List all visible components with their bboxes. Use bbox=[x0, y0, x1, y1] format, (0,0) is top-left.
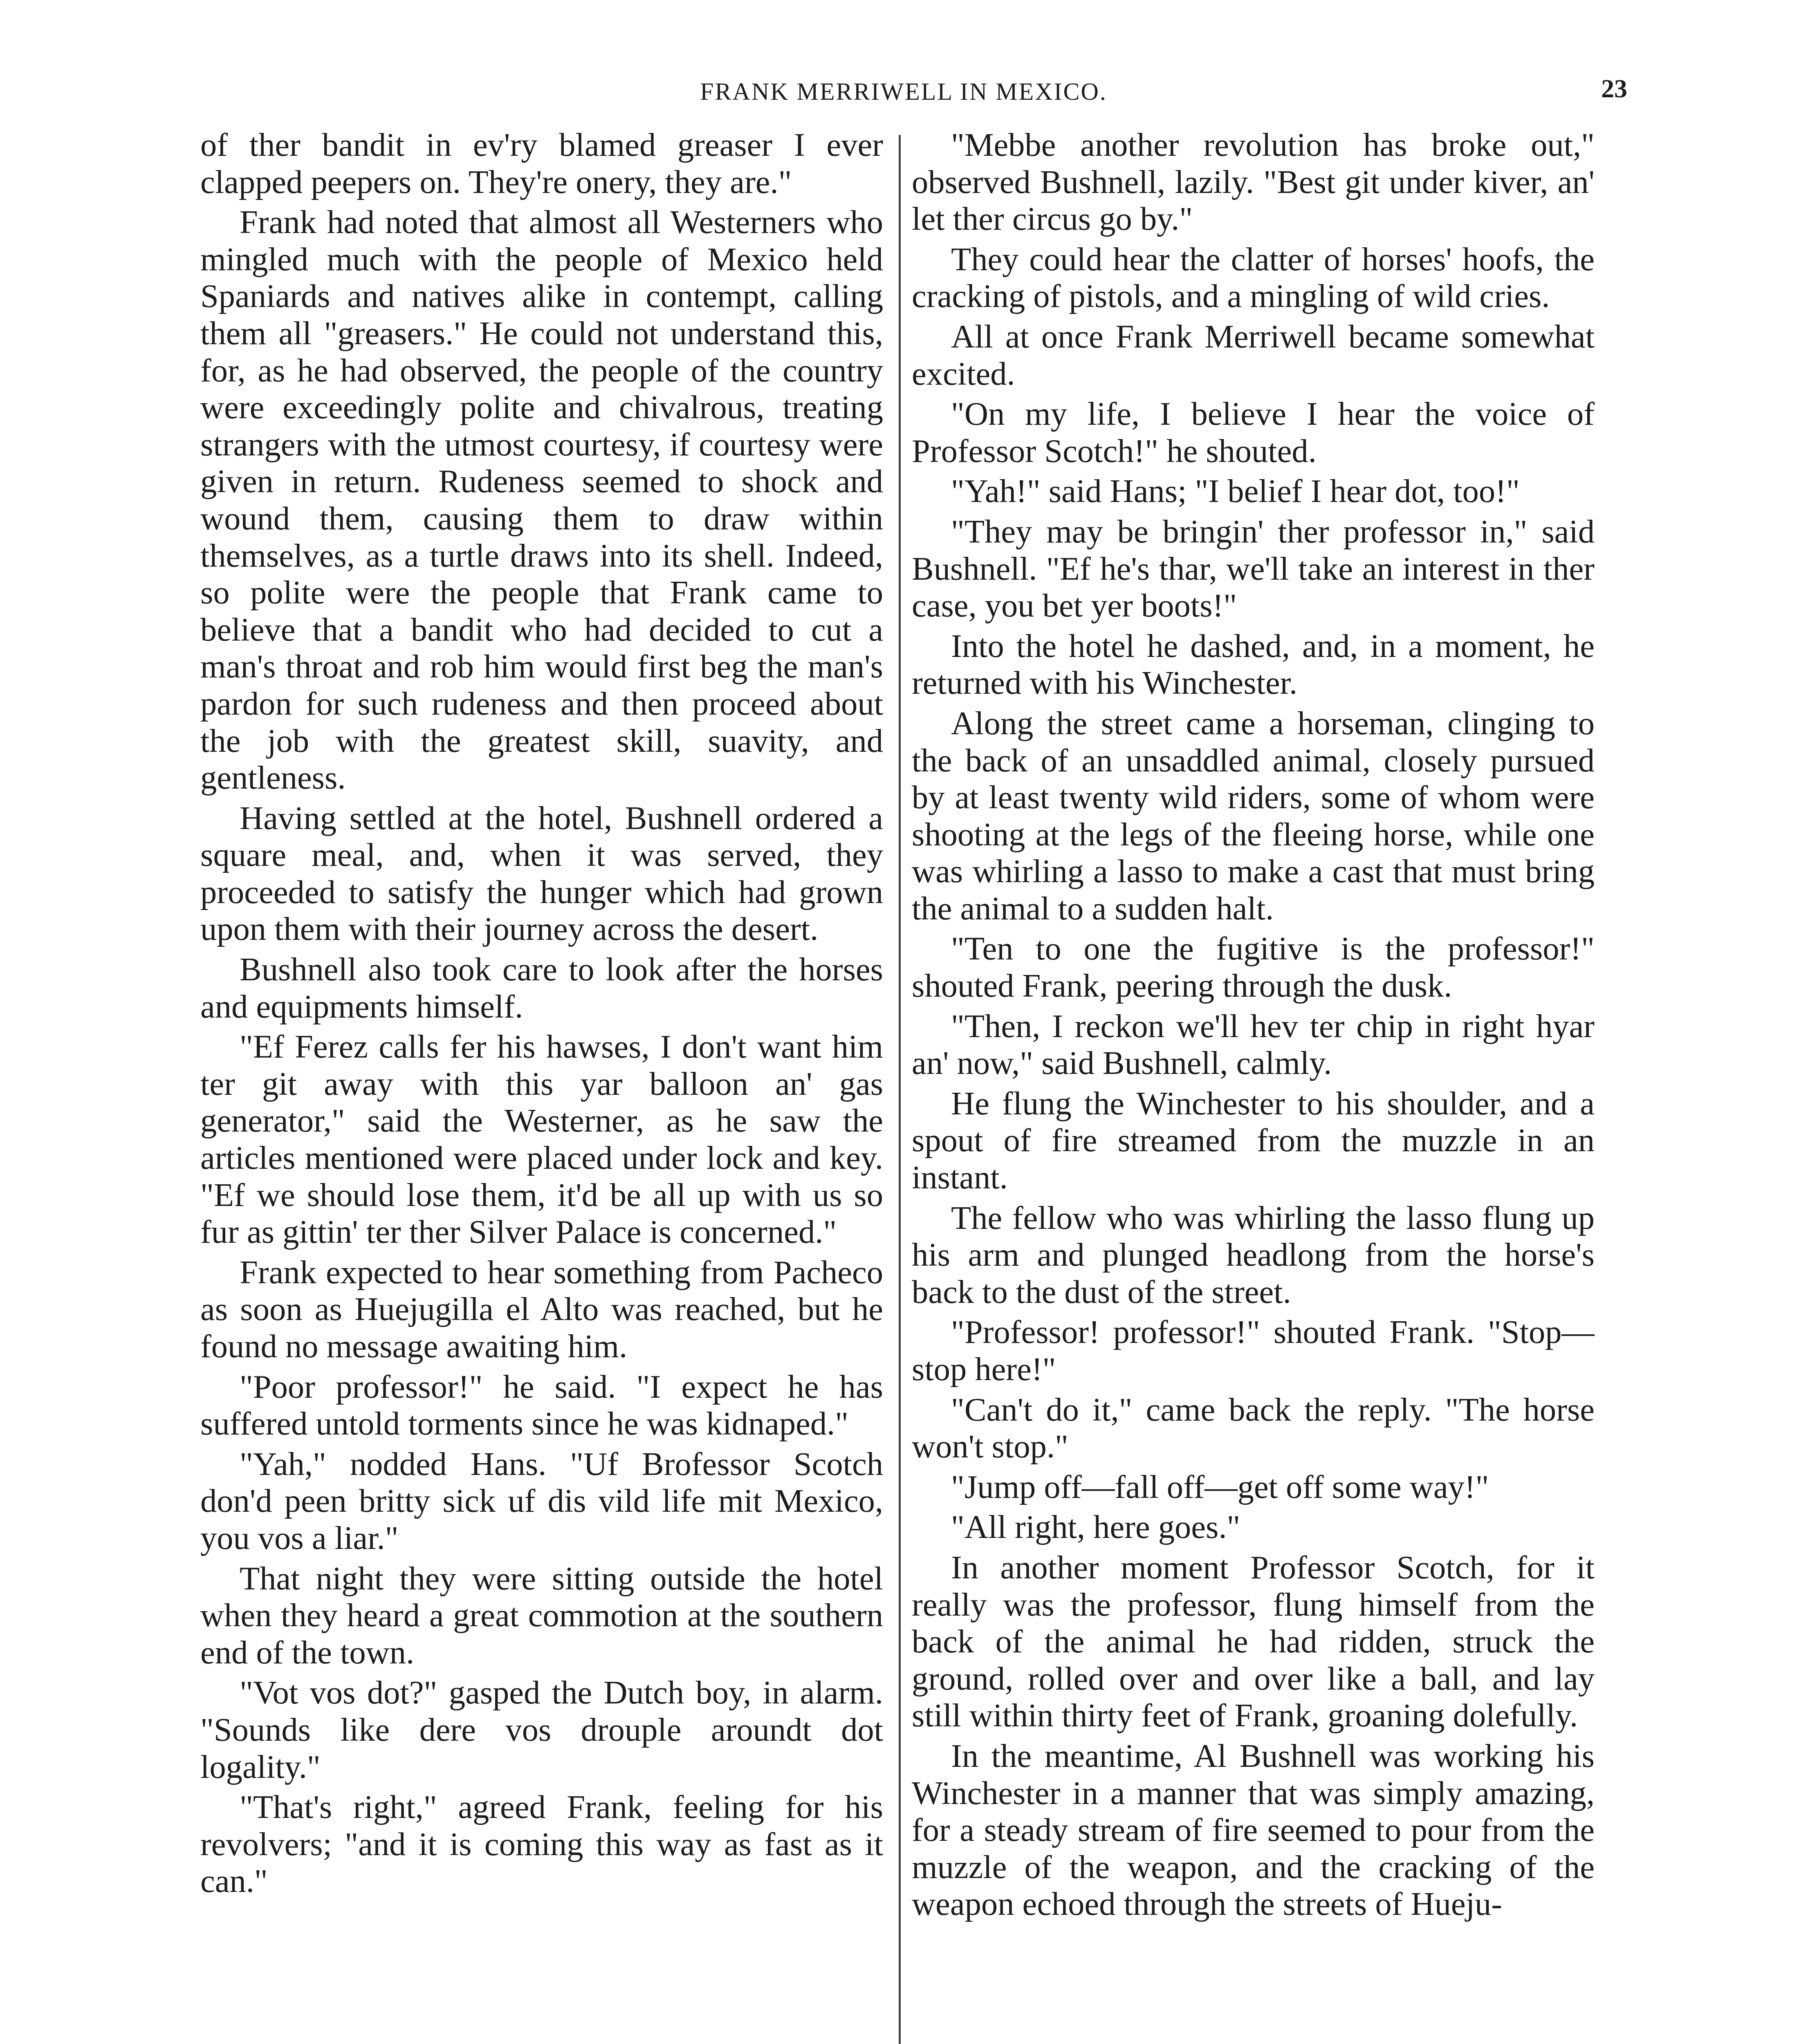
running-title: FRANK MERRIWELL IN MEXICO. bbox=[700, 78, 1107, 105]
paragraph: The fellow who was whirling the lasso flung up his arm and plunged headlong from the horse's back to the dust of the street. bbox=[912, 1199, 1595, 1310]
paragraph: "Ef Ferez calls fer his hawses, I don't want him ter git away with this yar balloon an' gas generator," said the Westerner, as he saw the articles mentioned were placed under lock and key. "Ef we should lose them, it'd be all up with us so fur as gittin' ter ther Silver Palace is concerned." bbox=[200, 1029, 883, 1251]
paragraph: "That's right," agreed Frank, feeling for his revolvers; "and it is coming this way as fast as it can." bbox=[200, 1789, 883, 1900]
paragraph: "Vot vos dot?" gasped the Dutch boy, in alarm. "Sounds like dere vos drouple aroundt dot logality." bbox=[200, 1674, 883, 1785]
paragraph: Into the hotel he dashed, and, in a moment, he returned with his Winchester. bbox=[912, 628, 1595, 702]
paragraph: "Ten to one the fugitive is the professor!" shouted Frank, peering through the dusk. bbox=[912, 930, 1595, 1004]
paragraph: "Jump off—fall off—get off some way!" bbox=[951, 1468, 1489, 1505]
paragraph: "They may be bringin' ther professor in," said Bushnell. "Ef he's thar, we'll take an interest in ther case, you bet yer boots!" bbox=[912, 513, 1595, 624]
paragraph: "Then, I reckon we'll hev ter chip in right hyar an' now," said Bushnell, calmly. bbox=[912, 1008, 1595, 1082]
paragraph: Bushnell also took care to look after the horses and equipments himself. bbox=[200, 951, 883, 1025]
right-column bbox=[912, 127, 1595, 2044]
paragraph: "Poor professor!" he said. "I expect he has suffered untold torments since he was kidnaped." bbox=[200, 1368, 883, 1442]
paragraph: of ther bandit in ev'ry blamed greaser I ever clapped peepers on. They're onery, they are." bbox=[200, 127, 883, 200]
column-divider bbox=[899, 135, 901, 2044]
paragraph: He flung the Winchester to his shoulder, and a spout of fire streamed from the muzzle in an instant. bbox=[912, 1085, 1595, 1196]
paragraph: In the meantime, Al Bushnell was working his Winchester in a manner that was simply amazing, for a steady stream of fire seemed to pour from the muzzle of the weapon, and the cracking of the weapon echoed through the streets of Hueju- bbox=[912, 1737, 1595, 1923]
paragraph: "All right, here goes." bbox=[951, 1509, 1240, 1546]
paragraph: "On my life, I believe I hear the voice of Professor Scotch!" he shouted. bbox=[912, 396, 1595, 469]
paragraph: That night they were sitting outside the hotel when they heard a great commotion at the southern end of the town. bbox=[200, 1560, 883, 1671]
paragraph: Having settled at the hotel, Bushnell ordered a square meal, and, when it was served, they proceeded to satisfy the hunger which had grown upon them with their journey across the desert. bbox=[200, 800, 883, 948]
paragraph: "Professor! professor!" shouted Frank. "Stop—stop here!" bbox=[912, 1314, 1595, 1387]
paragraph: All at once Frank Merriwell became somewhat excited. bbox=[912, 318, 1595, 392]
page-number: 23 bbox=[1601, 74, 1627, 103]
paragraph: Frank expected to hear something from Pacheco as soon as Huejugilla el Alto was reached, but he found no message awaiting him. bbox=[200, 1254, 883, 1365]
paragraph: "Yah!" said Hans; "I belief I hear dot, too!" bbox=[951, 473, 1520, 510]
paragraph: They could hear the clatter of horses' hoofs, the cracking of pistols, and a mingling of wild cries. bbox=[912, 241, 1595, 315]
paragraph: "Yah," nodded Hans. "Uf Brofessor Scotch don'd peen britty sick uf dis vild life mit Mexico, you vos a liar." bbox=[200, 1446, 883, 1556]
paragraph: "Can't do it," came back the reply. "The horse won't stop." bbox=[912, 1391, 1595, 1465]
paragraph: Along the street came a horseman, clinging to the back of an unsaddled animal, closely pursued by at least twenty wild riders, some of whom were shooting at the legs of the fleeing horse, while one was whirling a lasso to make a cast that must bring the animal to a sudden halt. bbox=[912, 705, 1595, 927]
paragraph: "Mebbe another revolution has broke out," observed Bushnell, lazily. "Best git under kiver, an' let ther circus go by." bbox=[912, 127, 1595, 238]
paragraph: In another moment Professor Scotch, for it really was the professor, flung himself from the back of the animal he had ridden, struck the ground, rolled over and over like a ball, and lay still within thirty feet of Frank, groaning dolefully. bbox=[912, 1549, 1595, 1734]
page-header bbox=[180, 74, 1627, 110]
paragraph: Frank had noted that almost all Westerners who mingled much with the people of Mexico held Spaniards and natives alike in contempt, calling them all "greasers." He could not understand this, for, as he had observed, the people of the country were exceedingly polite and chivalrous, treating strangers with the utmost courtesy, if courtesy were given in return. Rudeness seemed to shock and wound them, causing them to draw within themselves, as a turtle draws into its shell. Indeed, so polite were the people that Frank came to believe that a bandit who had decided to cut a man's throat and rob him would first beg the man's pardon for such rudeness and then proceed about the job with the greatest skill, suavity, and gentleness. bbox=[200, 204, 883, 796]
left-column bbox=[200, 127, 883, 2044]
